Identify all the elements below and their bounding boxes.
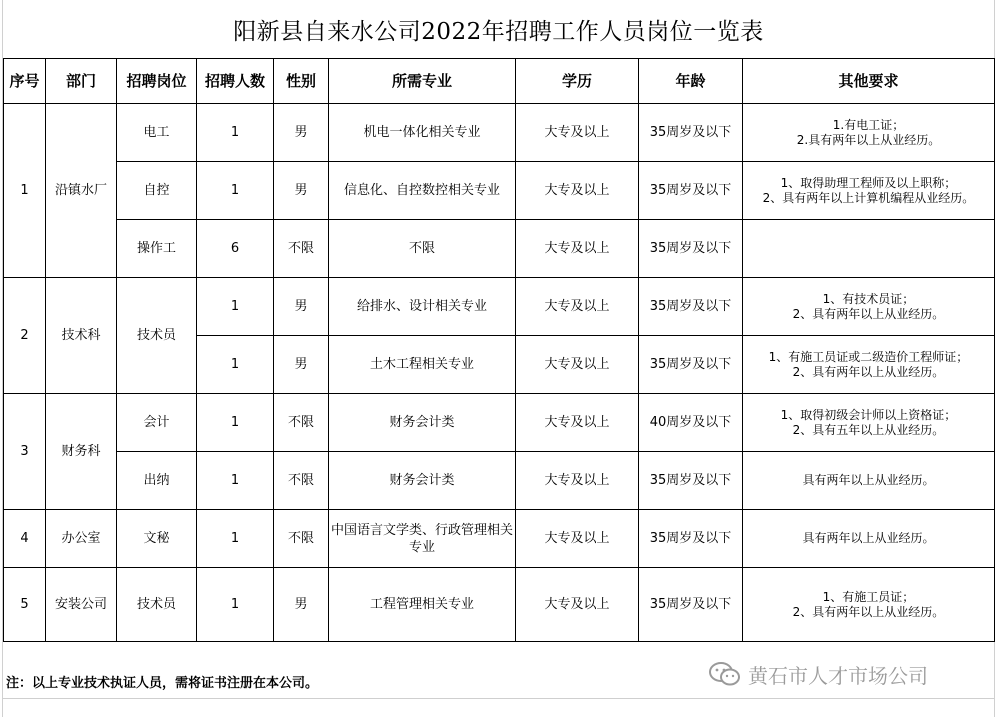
cell-gender: 不限	[274, 510, 329, 568]
requirement-line: 1.有电工证；	[832, 117, 905, 132]
cell-index: 4	[4, 510, 46, 568]
header-other: 其他要求	[743, 59, 995, 104]
cell-count: 6	[197, 220, 274, 278]
header-age: 年龄	[639, 59, 743, 104]
cell-age: 35周岁及以下	[639, 510, 743, 568]
cell-count: 1	[197, 394, 274, 452]
cell-age: 35周岁及以下	[639, 278, 743, 336]
table-row	[4, 278, 995, 336]
table-row	[4, 104, 995, 162]
cell-age: 40周岁及以下	[639, 394, 743, 452]
cell-requirements	[743, 510, 995, 568]
cell-count: 1	[197, 452, 274, 510]
cell-count: 1	[197, 104, 274, 162]
table-row	[4, 568, 995, 642]
header-index: 序号	[4, 59, 46, 104]
cell-gender: 男	[274, 336, 329, 394]
requirement-line: 具有两年以上从业经历。	[802, 531, 935, 545]
cell-count: 1	[197, 568, 274, 642]
cell-major: 不限	[329, 220, 516, 278]
cell-count: 1	[197, 162, 274, 220]
cell-edu: 大专及以上	[516, 568, 639, 642]
cell-age: 35周岁及以下	[639, 162, 743, 220]
cell-major: 机电一体化相关专业	[329, 104, 516, 162]
cell-requirements	[743, 336, 995, 394]
header-edu: 学历	[516, 59, 639, 104]
cell-major: 工程管理相关专业	[329, 568, 516, 642]
cell-requirements	[743, 104, 995, 162]
header-gender: 性别	[274, 59, 329, 104]
cell-gender: 不限	[274, 220, 329, 278]
header-position: 招聘岗位	[117, 59, 197, 104]
cell-position: 技术员	[117, 278, 197, 394]
footnote: 注：以上专业技术执证人员，需将证书注册在本公司。	[6, 676, 319, 691]
watermark-text: 黄石市人才市场公司	[748, 663, 928, 688]
cell-age: 35周岁及以下	[639, 220, 743, 278]
cell-requirements	[743, 394, 995, 452]
cell-count: 1	[197, 510, 274, 568]
cell-edu: 大专及以上	[516, 220, 639, 278]
cell-position: 出纳	[117, 452, 197, 510]
requirement-line: 1、取得助理工程师及以上职称；	[780, 175, 957, 190]
table-row	[4, 510, 995, 568]
requirement-line: 2、具有两年以上从业经历。	[792, 364, 945, 379]
requirement-line: 2、具有五年以上从业经历。	[792, 422, 945, 437]
requirement-line: 2、具有两年以上从业经历。	[792, 604, 945, 619]
requirement-line: 1、取得初级会计师以上资格证；	[780, 407, 957, 422]
cell-index: 1	[4, 104, 46, 278]
cell-requirements	[743, 162, 995, 220]
requirement-line: 1、有施工员证；	[822, 589, 915, 604]
cell-edu: 大专及以上	[516, 394, 639, 452]
watermark	[708, 654, 928, 694]
cell-dept: 安装公司	[46, 568, 117, 642]
cell-position: 操作工	[117, 220, 197, 278]
requirement-line: 具有两年以上从业经历。	[802, 473, 935, 487]
cell-position: 电工	[117, 104, 197, 162]
requirement-line: 1、有施工员证或二级造价工程师证；	[768, 349, 969, 364]
header-major: 所需专业	[329, 59, 516, 104]
cell-edu: 大专及以上	[516, 162, 639, 220]
header-count: 招聘人数	[197, 59, 274, 104]
cell-count: 1	[197, 278, 274, 336]
table-row	[4, 394, 995, 452]
footer-divider	[3, 698, 994, 699]
requirement-line: 2、具有两年以上从业经历。	[792, 306, 945, 321]
cell-requirements	[743, 568, 995, 642]
table-row	[4, 452, 995, 510]
cell-gender: 男	[274, 278, 329, 336]
cell-dept: 技术科	[46, 278, 117, 394]
cell-age: 35周岁及以下	[639, 336, 743, 394]
cell-major: 中国语言文学类、行政管理相关专业	[329, 510, 516, 568]
cell-index: 5	[4, 568, 46, 642]
cell-gender: 男	[274, 162, 329, 220]
requirement-line: 2、具有两年以上计算机编程从业经历。	[762, 190, 975, 205]
cell-gender: 男	[274, 104, 329, 162]
cell-position: 技术员	[117, 568, 197, 642]
cell-requirements	[743, 452, 995, 510]
requirement-line: 1、有技术员证；	[822, 291, 915, 306]
table-row	[4, 220, 995, 278]
cell-edu: 大专及以上	[516, 278, 639, 336]
cell-index: 3	[4, 394, 46, 510]
cell-gender: 不限	[274, 394, 329, 452]
cell-count: 1	[197, 336, 274, 394]
cell-major: 给排水、设计相关专业	[329, 278, 516, 336]
cell-position: 文秘	[117, 510, 197, 568]
cell-major: 土木工程相关专业	[329, 336, 516, 394]
cell-edu: 大专及以上	[516, 452, 639, 510]
cell-dept: 沿镇水厂	[46, 104, 117, 278]
job-table	[3, 58, 995, 642]
cell-age: 35周岁及以下	[639, 104, 743, 162]
cell-index: 2	[4, 278, 46, 394]
cell-major: 财务会计类	[329, 394, 516, 452]
cell-position: 会计	[117, 394, 197, 452]
cell-age: 35周岁及以下	[639, 568, 743, 642]
page-title: 阳新县自来水公司2022年招聘工作人员岗位一览表	[233, 18, 764, 45]
table-row	[4, 162, 995, 220]
cell-edu: 大专及以上	[516, 336, 639, 394]
cell-dept: 财务科	[46, 394, 117, 510]
cell-edu: 大专及以上	[516, 104, 639, 162]
cell-gender: 不限	[274, 452, 329, 510]
cell-age: 35周岁及以下	[639, 452, 743, 510]
wechat-icon	[708, 660, 742, 688]
cell-major: 信息化、自控数控相关专业	[329, 162, 516, 220]
cell-requirements	[743, 278, 995, 336]
requirement-line: 2.具有两年以上从业经历。	[796, 132, 941, 147]
table-header-row	[4, 59, 995, 104]
cell-position: 自控	[117, 162, 197, 220]
cell-gender: 男	[274, 568, 329, 642]
cell-edu: 大专及以上	[516, 510, 639, 568]
cell-major: 财务会计类	[329, 452, 516, 510]
cell-dept: 办公室	[46, 510, 117, 568]
header-dept: 部门	[46, 59, 117, 104]
cell-requirements	[743, 220, 995, 278]
